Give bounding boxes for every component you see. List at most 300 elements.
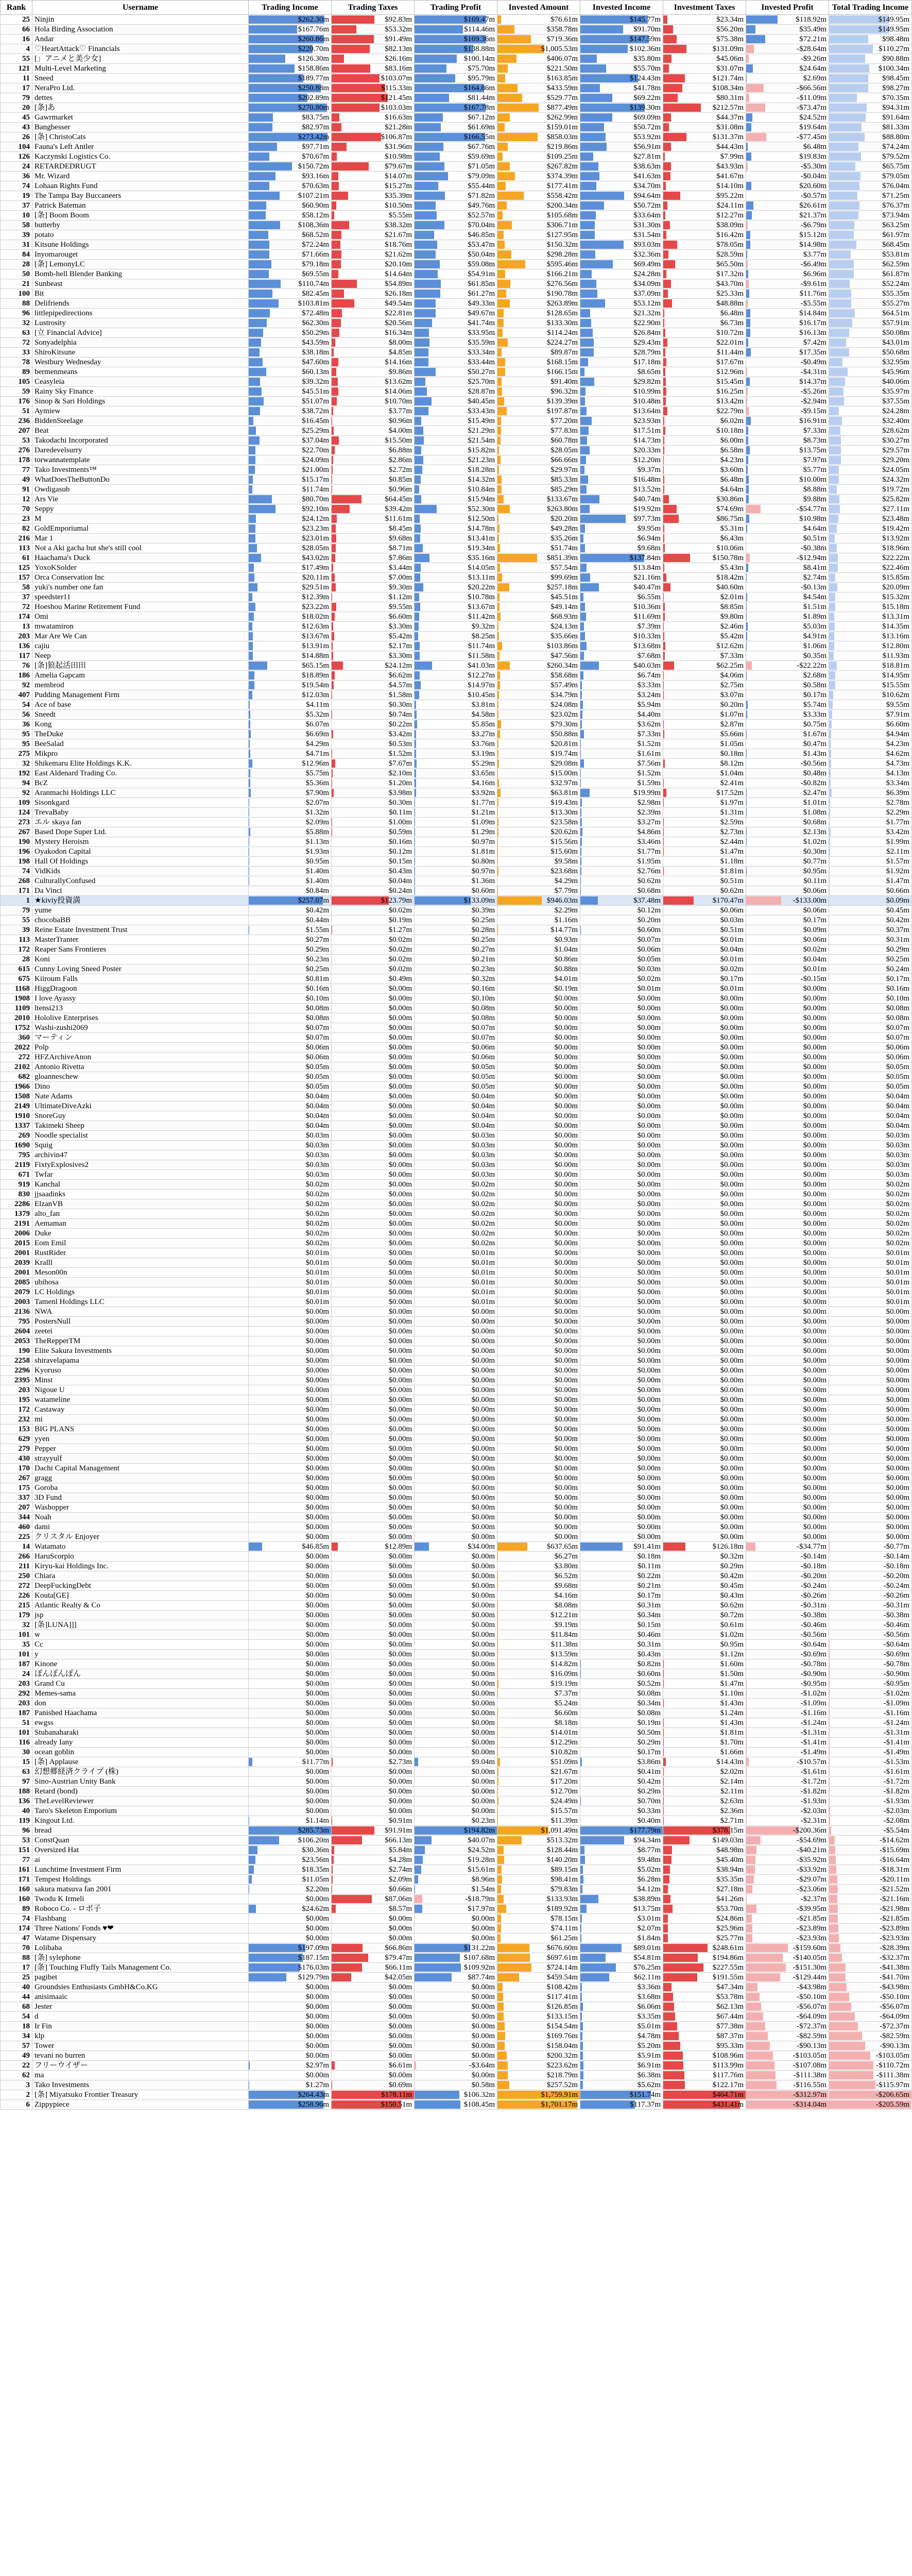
invested-income-value: $9.37m xyxy=(637,466,661,474)
trading-income-value: $72.24m xyxy=(302,241,329,249)
username-cell: Tako Investments xyxy=(32,2080,249,2090)
trading-profit-value: $0.00m xyxy=(471,1308,495,1316)
trading-profit-cell xyxy=(415,808,497,818)
trading-taxes-cell xyxy=(332,1062,415,1072)
trading-taxes-cell xyxy=(332,1591,415,1601)
trading-income-cell xyxy=(249,1415,332,1425)
trading-income-cell xyxy=(249,1503,332,1513)
invested-amount-bar xyxy=(497,515,498,523)
username-cell: bread xyxy=(32,1826,249,1836)
invested-profit-value: $0.00m xyxy=(803,1171,827,1179)
trading-income-bar xyxy=(249,710,250,719)
trading-profit-cell xyxy=(415,1757,497,1767)
total-trading-income-cell xyxy=(829,1180,912,1190)
total-trading-income-value: $2.78m xyxy=(886,799,909,807)
invested-profit-value: -$4.31m xyxy=(800,368,827,376)
trading-income-cell xyxy=(249,1934,332,1943)
trading-income-value: $5.88m xyxy=(305,828,329,836)
invested-income-cell xyxy=(580,269,663,279)
total-trading-income-cell xyxy=(829,896,912,906)
total-trading-income-cell xyxy=(829,955,912,964)
username-cell: Mystery Heroism xyxy=(32,837,249,847)
trading-profit-value: $15.49m xyxy=(468,417,495,425)
column-header-username[interactable]: Username xyxy=(32,1,249,15)
rank-cell: 1752 xyxy=(1,1023,32,1033)
username-cell: NeraPro Ltd. xyxy=(32,83,249,93)
trading-taxes-cell xyxy=(332,446,415,455)
investment-taxes-cell xyxy=(663,837,746,847)
invested-amount-cell xyxy=(497,152,580,162)
trading-profit-value: $8.25m xyxy=(471,632,495,640)
invested-amount-cell xyxy=(497,563,580,573)
trading-taxes-bar xyxy=(332,25,356,33)
invested-amount-value: $0.00m xyxy=(554,1053,578,1061)
username-cell: Kaczynski Logistics Co. xyxy=(32,152,249,162)
invested-profit-bar xyxy=(746,407,749,415)
trading-profit-value: $33.43m xyxy=(468,407,495,415)
invested-profit-bar xyxy=(746,280,749,288)
trading-profit-value: $0.08m xyxy=(471,1004,495,1012)
trading-income-cell xyxy=(249,1571,332,1581)
table-row xyxy=(1,1894,912,1904)
table-row xyxy=(1,426,912,436)
invested-income-value: $40.74m xyxy=(633,495,661,503)
total-trading-income-cell xyxy=(829,573,912,583)
total-trading-income-cell xyxy=(829,1581,912,1591)
investment-taxes-bar xyxy=(663,495,669,503)
invested-profit-value: -$82.59m xyxy=(797,2032,827,2040)
invested-amount-bar xyxy=(497,642,502,650)
trading-taxes-value: $0.00m xyxy=(388,1288,412,1296)
table-row xyxy=(1,475,912,485)
trading-taxes-cell xyxy=(332,553,415,563)
total-trading-income-bar xyxy=(829,828,831,836)
column-header-total-trading-income[interactable]: Total Trading Income xyxy=(829,1,912,15)
invested-profit-cell xyxy=(746,279,829,289)
trading-income-bar xyxy=(249,436,260,445)
investment-taxes-cell xyxy=(663,416,746,426)
trading-taxes-value: $0.00m xyxy=(388,1239,412,1247)
invested-profit-bar xyxy=(746,730,747,738)
total-trading-income-value: -$72.37m xyxy=(880,2022,909,2030)
invested-profit-cell xyxy=(746,700,829,710)
investment-taxes-bar xyxy=(663,1963,703,1972)
investment-taxes-cell xyxy=(663,406,746,416)
trading-taxes-value: $4.00m xyxy=(388,427,412,435)
trading-taxes-value: $66.13m xyxy=(385,1836,412,1844)
invested-amount-bar xyxy=(497,495,504,503)
table-row xyxy=(1,1669,912,1679)
invested-profit-value: $0.00m xyxy=(803,1494,827,1502)
invested-profit-cell xyxy=(746,191,829,201)
trading-taxes-value: $0.00m xyxy=(388,1151,412,1159)
investment-taxes-bar xyxy=(663,348,665,357)
table-row xyxy=(1,1503,912,1513)
invested-income-value: $0.00m xyxy=(637,1210,661,1218)
invested-income-bar xyxy=(580,123,604,131)
trading-taxes-bar xyxy=(332,45,370,53)
invested-amount-cell xyxy=(497,641,580,651)
invested-amount-cell xyxy=(497,573,580,583)
trading-taxes-bar xyxy=(332,730,333,738)
username-cell: Taro's Skeleton Emporium xyxy=(32,1806,249,1816)
table-row xyxy=(1,1062,912,1072)
trading-income-cell xyxy=(249,74,332,83)
invested-amount-value: $6.52m xyxy=(554,1572,578,1580)
invested-amount-cell xyxy=(497,1356,580,1366)
investment-taxes-value: $95.33m xyxy=(716,2042,744,2050)
invested-income-value: $0.52m xyxy=(637,1680,661,1688)
invested-profit-cell xyxy=(746,925,829,935)
username-cell: Lunchtime Investment Firm xyxy=(32,1865,249,1875)
column-header-trading-taxes[interactable]: Trading Taxes xyxy=(332,1,415,15)
invested-profit-cell xyxy=(746,1141,829,1150)
rank-cell: 37 xyxy=(1,201,32,211)
invested-amount-value: $219.86m xyxy=(546,143,578,151)
invested-profit-value: $14.98m xyxy=(799,241,827,249)
investment-taxes-cell xyxy=(663,1356,746,1366)
rank-cell: 675 xyxy=(1,974,32,984)
invested-amount-cell xyxy=(497,681,580,690)
invested-amount-value: $595.46m xyxy=(546,260,578,268)
trading-profit-cell xyxy=(415,1473,497,1483)
table-row xyxy=(1,602,912,612)
trading-income-cell xyxy=(249,25,332,35)
invested-profit-value: $0.00m xyxy=(803,1043,827,1052)
trading-income-value: $17.49m xyxy=(302,564,329,572)
investment-taxes-cell xyxy=(663,759,746,769)
column-header-invested-income[interactable]: Invested Income xyxy=(580,1,663,15)
invested-amount-cell xyxy=(497,514,580,524)
investment-taxes-cell xyxy=(663,1708,746,1718)
invested-profit-cell xyxy=(746,808,829,818)
invested-income-value: $0.00m xyxy=(637,1249,661,1257)
table-row xyxy=(1,162,912,172)
investment-taxes-value: $56.20m xyxy=(716,25,744,33)
trading-income-value: $0.00m xyxy=(305,1357,329,1365)
investment-taxes-value: $0.43m xyxy=(720,1591,744,1600)
investment-taxes-cell xyxy=(663,54,746,64)
trading-profit-bar xyxy=(415,720,417,728)
trading-taxes-value: $0.00m xyxy=(388,985,412,993)
trading-taxes-value: $1.52m xyxy=(388,750,412,758)
username-cell: Kong xyxy=(32,720,249,730)
rank-cell: 2039 xyxy=(1,1258,32,1268)
invested-profit-bar xyxy=(746,378,750,386)
invested-income-bar xyxy=(580,2081,583,2089)
trading-profit-cell xyxy=(415,485,497,495)
invested-income-cell xyxy=(580,1307,663,1317)
investment-taxes-bar xyxy=(663,1993,673,2001)
rank-cell: 1910 xyxy=(1,1111,32,1121)
total-trading-income-cell xyxy=(829,83,912,93)
trading-taxes-bar xyxy=(332,55,344,63)
invested-amount-value: $79.83m xyxy=(550,1885,578,1893)
invested-income-value: $3.24m xyxy=(637,691,661,699)
invested-income-value: $0.00m xyxy=(637,1337,661,1345)
invested-amount-value: $105.68m xyxy=(546,211,578,219)
table-row xyxy=(1,1131,912,1141)
trading-income-cell xyxy=(249,406,332,416)
total-trading-income-value: -$0.20m xyxy=(883,1572,909,1580)
invested-profit-bar xyxy=(746,1836,761,1844)
column-header-invested-amount[interactable]: Invested Amount xyxy=(497,1,580,15)
invested-profit-cell xyxy=(746,2080,829,2090)
username-cell: [条] Boom Boom xyxy=(32,211,249,221)
invested-profit-value: -$9.15m xyxy=(800,407,827,415)
invested-profit-cell xyxy=(746,1894,829,1904)
trading-taxes-value: $9.30m xyxy=(388,583,412,591)
rank-cell: 1908 xyxy=(1,994,32,1004)
rank-cell: 51 xyxy=(1,1718,32,1728)
trading-income-value: $0.00m xyxy=(305,1650,329,1658)
invested-income-value: $0.34m xyxy=(637,1699,661,1707)
invested-income-cell xyxy=(580,994,663,1004)
column-header-trading-profit[interactable]: Trading Profit xyxy=(415,1,497,15)
username-cell: Kitsune Holdings xyxy=(32,240,249,250)
trading-income-value: $13.91m xyxy=(302,642,329,650)
username-cell: Sino-Austrian Unity Bank xyxy=(32,1777,249,1787)
column-header-rank[interactable]: Rank xyxy=(1,1,32,15)
trading-income-value: $0.00m xyxy=(305,2052,329,2060)
trading-profit-bar xyxy=(415,544,423,552)
username-cell: Twodu K Irmeli xyxy=(32,1894,249,1904)
trading-taxes-cell xyxy=(332,1787,415,1797)
trading-taxes-value: $6.60m xyxy=(388,613,412,621)
trading-profit-value: $1.77m xyxy=(471,799,495,807)
trading-income-cell xyxy=(249,1229,332,1239)
invested-profit-value: -$23.89m xyxy=(797,1924,827,1933)
trading-profit-bar xyxy=(415,896,471,905)
investment-taxes-cell xyxy=(663,1092,746,1101)
invested-amount-cell xyxy=(497,1092,580,1101)
invested-income-value: $0.00m xyxy=(637,1151,661,1159)
invested-profit-bar xyxy=(746,319,750,327)
trading-income-cell xyxy=(249,994,332,1004)
invested-profit-value: -$21.85m xyxy=(797,1914,827,1923)
trading-income-bar xyxy=(249,740,250,748)
invested-amount-value: $298.28m xyxy=(546,250,578,259)
invested-income-bar xyxy=(580,348,594,357)
investment-taxes-bar xyxy=(663,867,664,875)
table-row xyxy=(1,1748,912,1757)
investment-taxes-cell xyxy=(663,475,746,485)
invested-amount-value: $68.93m xyxy=(550,613,578,621)
table-row xyxy=(1,1571,912,1581)
invested-amount-value: $85.33m xyxy=(550,476,578,484)
investment-taxes-cell xyxy=(663,181,746,191)
trading-income-value: $51.07m xyxy=(302,397,329,405)
investment-taxes-cell xyxy=(663,211,746,221)
username-cell: HaruScorpio xyxy=(32,1552,249,1562)
column-header-investment-taxes[interactable]: Investment Taxes xyxy=(663,1,746,15)
total-trading-income-value: $98.45m xyxy=(882,74,909,82)
trading-taxes-cell xyxy=(332,1287,415,1297)
invested-amount-value: $459.54m xyxy=(546,1973,578,1981)
invested-amount-value: $0.00m xyxy=(554,1014,578,1022)
rank-cell: 1508 xyxy=(1,1092,32,1101)
investment-taxes-value: $6.58m xyxy=(720,446,744,454)
total-trading-income-bar xyxy=(829,1846,835,1854)
trading-profit-value: $0.00m xyxy=(471,1552,495,1561)
trading-income-value: $83.75m xyxy=(302,113,329,122)
column-header-trading-income[interactable]: Trading Income xyxy=(249,1,332,15)
trading-income-value: $0.00m xyxy=(305,1670,329,1678)
trading-income-value: $65.15m xyxy=(302,662,329,670)
total-trading-income-cell xyxy=(829,1503,912,1513)
table-row xyxy=(1,1180,912,1190)
trading-income-value: $167.76m xyxy=(298,25,329,33)
trading-income-cell xyxy=(249,769,332,778)
trading-profit-bar xyxy=(415,94,449,102)
invested-profit-cell xyxy=(746,720,829,730)
trading-income-cell xyxy=(249,485,332,495)
username-cell: マーティン xyxy=(32,1033,249,1043)
invested-income-cell xyxy=(580,25,663,35)
invested-profit-value: $2.68m xyxy=(803,671,827,680)
invested-amount-cell xyxy=(497,1062,580,1072)
trading-profit-bar xyxy=(415,515,420,523)
trading-income-value: $0.10m xyxy=(305,994,329,1003)
invested-profit-cell xyxy=(746,1473,829,1483)
invested-amount-value: $127.95m xyxy=(546,231,578,239)
invested-amount-value: $1,005.53m xyxy=(541,45,578,53)
invested-amount-value: $47.56m xyxy=(550,652,578,660)
total-trading-income-cell xyxy=(829,710,912,720)
total-trading-income-bar xyxy=(829,35,868,43)
trading-income-cell xyxy=(249,1444,332,1454)
trading-income-cell xyxy=(249,1062,332,1072)
invested-amount-value: $74.11m xyxy=(550,1924,578,1933)
invested-income-value: $0.06m xyxy=(637,945,661,954)
total-trading-income-value: $29.20m xyxy=(882,456,909,464)
trading-taxes-value: $4.28m xyxy=(388,1856,412,1864)
trading-income-cell xyxy=(249,475,332,485)
total-trading-income-cell xyxy=(829,1689,912,1699)
rank-cell: 1379 xyxy=(1,1209,32,1219)
column-header-invested-profit[interactable]: Invested Profit xyxy=(746,1,829,15)
trading-income-value: $60.13m xyxy=(302,368,329,376)
trading-taxes-value: $5.55m xyxy=(388,211,412,219)
trading-profit-value: $0.07m xyxy=(471,1033,495,1042)
invested-income-bar xyxy=(580,1983,582,1991)
invested-income-value: $0.00m xyxy=(637,1053,661,1061)
total-trading-income-value: $0.00m xyxy=(886,1327,909,1335)
investment-taxes-value: $0.01m xyxy=(720,936,744,944)
invested-amount-value: $946.03m xyxy=(546,896,578,905)
invested-profit-cell xyxy=(746,15,829,25)
invested-profit-value: $0.00m xyxy=(803,1219,827,1228)
trading-taxes-value: $0.00m xyxy=(388,1249,412,1257)
table-row xyxy=(1,446,912,455)
invested-amount-cell xyxy=(497,1522,580,1532)
username-cell: Kanchal xyxy=(32,1180,249,1190)
invested-profit-bar xyxy=(746,564,748,572)
investment-taxes-bar xyxy=(663,133,686,141)
total-trading-income-cell xyxy=(829,54,912,64)
trading-profit-bar xyxy=(415,779,416,787)
trading-profit-cell xyxy=(415,1777,497,1787)
invested-income-bar xyxy=(580,221,595,229)
total-trading-income-cell xyxy=(829,64,912,74)
trading-taxes-value: $0.00m xyxy=(388,1171,412,1179)
table-row xyxy=(1,2022,912,2031)
total-trading-income-value: $149.95m xyxy=(878,15,909,24)
trading-taxes-bar xyxy=(332,299,354,308)
invested-profit-cell xyxy=(746,1013,829,1023)
trading-profit-bar xyxy=(415,348,428,357)
trading-income-value: $202.89m xyxy=(298,94,329,102)
trading-income-cell xyxy=(249,348,332,358)
rank-cell: 207 xyxy=(1,426,32,436)
trading-profit-bar xyxy=(415,427,423,435)
invested-profit-value: $4.64m xyxy=(803,524,827,533)
invested-amount-bar xyxy=(497,701,498,709)
total-trading-income-cell xyxy=(829,1258,912,1268)
invested-income-value: $102.36m xyxy=(629,45,661,53)
trading-income-bar xyxy=(249,446,255,454)
total-trading-income-value: $2.11m xyxy=(886,848,909,856)
table-row xyxy=(1,1875,912,1885)
trading-taxes-value: $5.42m xyxy=(388,632,412,640)
invested-income-bar xyxy=(580,642,587,650)
trading-income-cell xyxy=(249,1787,332,1797)
trading-income-value: $30.36m xyxy=(302,1846,329,1854)
total-trading-income-cell xyxy=(829,2061,912,2071)
trading-profit-value: $0.00m xyxy=(471,1728,495,1737)
table-row xyxy=(1,1297,912,1307)
trading-profit-bar xyxy=(415,1846,425,1854)
trading-profit-value: $3.92m xyxy=(471,789,495,797)
trading-profit-value: $0.00m xyxy=(471,1494,495,1502)
total-trading-income-bar xyxy=(829,789,832,797)
table-row xyxy=(1,1473,912,1483)
rank-cell: 174 xyxy=(1,612,32,622)
rank-cell: 226 xyxy=(1,1591,32,1601)
trading-profit-cell xyxy=(415,1542,497,1552)
rank-cell: 407 xyxy=(1,690,32,700)
rank-cell: 3 xyxy=(1,2080,32,2090)
trading-profit-cell xyxy=(415,632,497,641)
trading-taxes-bar xyxy=(332,84,385,92)
trading-profit-bar xyxy=(415,201,436,210)
trading-taxes-value: $10.50m xyxy=(385,201,412,210)
total-trading-income-bar xyxy=(829,1650,830,1658)
invested-amount-cell xyxy=(497,181,580,191)
trading-profit-cell xyxy=(415,1131,497,1141)
trading-profit-cell xyxy=(415,1562,497,1571)
username-cell: Koni xyxy=(32,955,249,964)
investment-taxes-cell xyxy=(663,348,746,358)
invested-income-value: $0.17m xyxy=(637,1591,661,1600)
trading-profit-cell xyxy=(415,377,497,387)
trading-profit-cell xyxy=(415,534,497,544)
total-trading-income-cell xyxy=(829,641,912,651)
investment-taxes-value: $1.50m xyxy=(720,1670,744,1678)
invested-amount-value: $23.68m xyxy=(550,867,578,875)
investment-taxes-value: $38.09m xyxy=(716,221,744,229)
invested-income-value: $0.00m xyxy=(637,1004,661,1012)
trading-taxes-cell xyxy=(332,2022,415,2031)
trading-taxes-value: $5.84m xyxy=(388,1846,412,1854)
invested-amount-cell xyxy=(497,406,580,416)
trading-taxes-value: $0.00m xyxy=(388,994,412,1003)
trading-profit-bar xyxy=(415,662,432,670)
trading-income-value: $1.13m xyxy=(305,838,329,846)
trading-income-cell xyxy=(249,191,332,201)
trading-profit-value: $3.19m xyxy=(471,750,495,758)
trading-taxes-cell xyxy=(332,1806,415,1816)
